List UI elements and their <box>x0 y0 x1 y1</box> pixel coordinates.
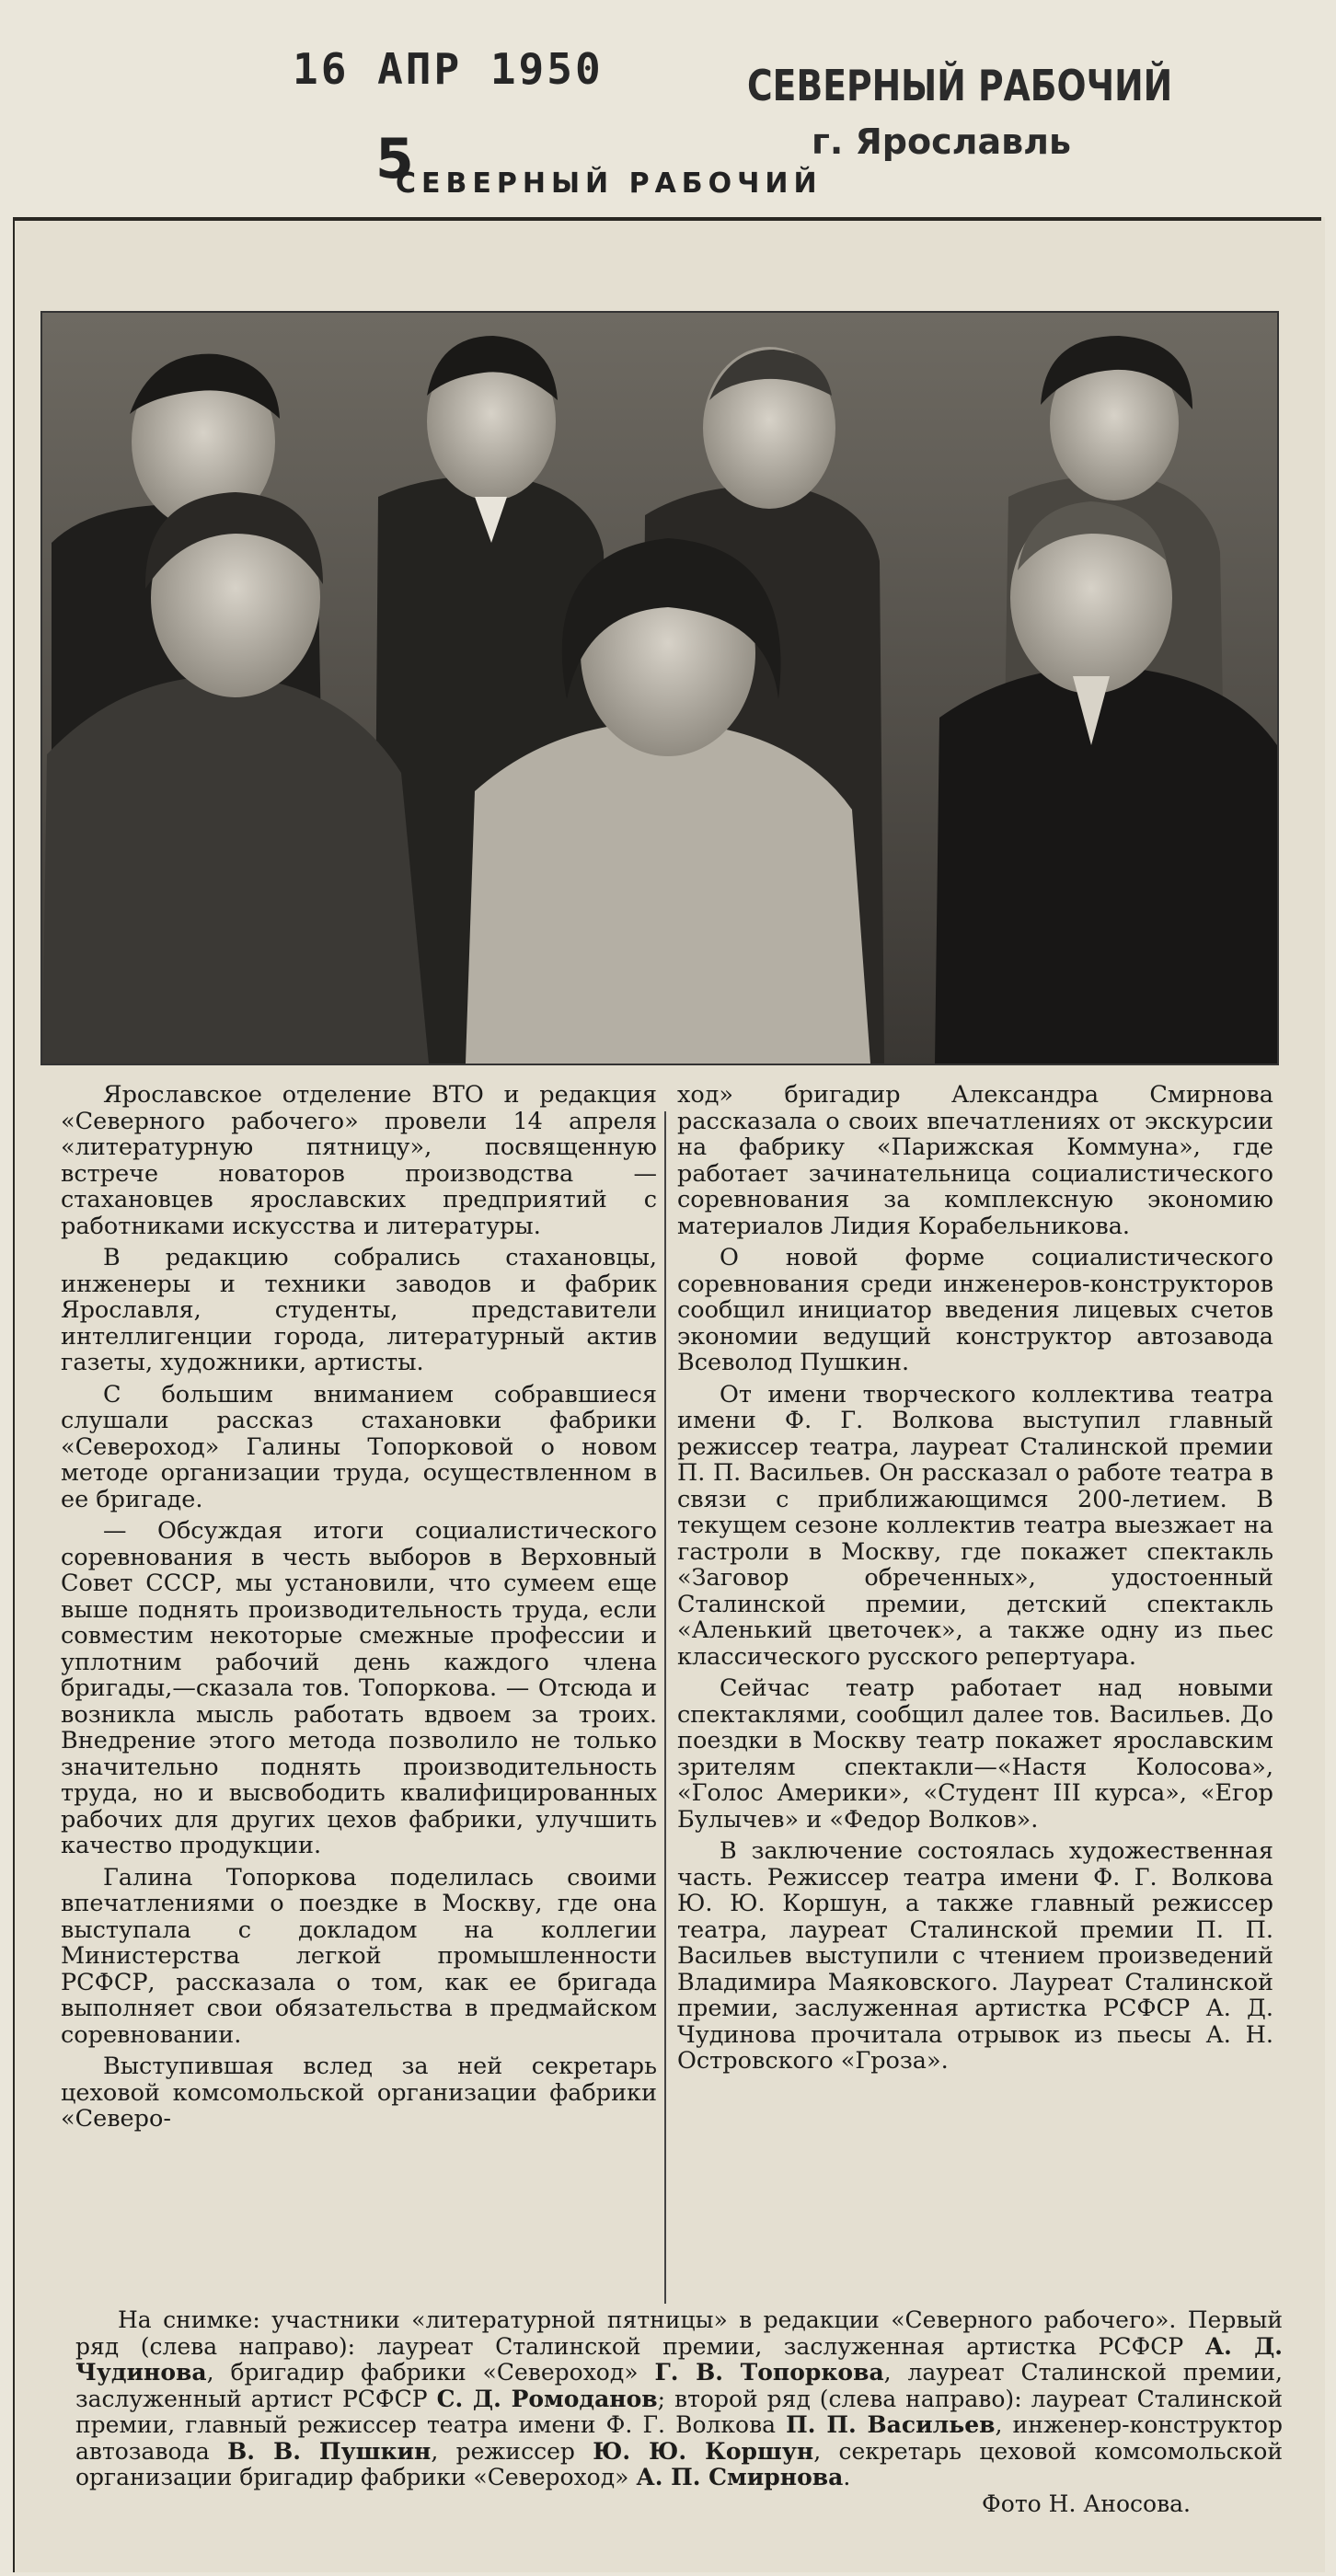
paragraph: В редакцию собрались стахановцы, инженеры и техники заводов и фабрик Ярославля, студенты, представители интеллигенции города, литературный актив газеты, художники, артисты. <box>61 1244 657 1376</box>
paragraph: О новой форме социалистического соревнования среди инженеров-конструкторов сообщил инициатор введения лицевых счетов экономии ведущий конструктор автозавода Всеволод Пушкин. <box>677 1244 1273 1376</box>
caption-name: П. П. Васильев <box>786 2411 996 2438</box>
paragraph: В заключение состоялась художественная часть. Режиссер театра имени Ф. Г. Волкова Ю. Ю. Коршун, а также главный режиссер театра, лауреат Сталинской премии П. П. Васильев выступили с чтением произведений Владимира Маяковского. Лауреат Сталинской премии, заслуженная артистка РСФСР А. Д. Чудинова прочитала отрывок из пьесы А. Н. Островского «Гроза». <box>677 1837 1273 2075</box>
caption-text: , секретарь цеховой комсомольской организации бригадир фабрики «Североход» <box>75 2437 1283 2490</box>
article-left-column <box>61 1082 657 2138</box>
group-photo <box>40 311 1279 1065</box>
caption-text: , лауреат Сталинской премии, заслуженный артист РСФСР <box>75 2359 1283 2412</box>
caption-text: . <box>843 2464 851 2490</box>
caption-name: А. Д. Чудинова <box>75 2332 1283 2386</box>
caption-name: В. В. Пушкин <box>227 2437 432 2465</box>
photo-credit: Фото Н. Аносова. <box>982 2490 1191 2517</box>
caption-text: ; второй ряд (слева направо): лауреат Сталинской премии, главный режиссер театра имени Ф. Г. Волкова <box>75 2385 1283 2438</box>
paragraph-continued: ход» бригадир Александра Смирнова рассказала о своих впечатлениях от экскурсии на фабрику «Парижская Коммуна», где работает зачинательница социалистического соревнования за комплексную экономию материалов Лидия Корабельникова. <box>677 1081 1273 1240</box>
city-stamp: г. Ярославль <box>812 121 1071 162</box>
article-right-column <box>677 1082 1273 2080</box>
newspaper-stamp: СЕВЕРНЫЙ РАБОЧИЙ <box>747 61 1173 110</box>
caption-text: На снимке: участники «литературной пятницы» в редакции «Северного рабочего». Первый ряд (слева направо): лауреат Сталинской премии, заслуженная артистка РСФСР <box>75 2306 1283 2360</box>
paragraph: С большим вниманием собравшиеся слушали рассказ стахановки фабрики «Североход» Галины Топорковой о новом методе организации труда, осуществленном в ее бригаде. <box>61 1380 657 1513</box>
paragraph: Галина Топоркова поделилась своими впечатлениями о поездке в Москву, где она выступала с докладом на коллегии Министерства легкой промышленности РСФСР, рассказала о том, как ее бригада выполняет свои обязательства в предмайском соревновании. <box>61 1863 657 2049</box>
issue-number: 5 <box>375 127 414 191</box>
date-stamp: 16 АПР 1950 <box>293 44 604 94</box>
caption-name: С. Д. Ромоданов <box>436 2385 658 2412</box>
header-rule <box>15 217 1321 221</box>
paragraph: От имени творческого коллектива театра имени Ф. Г. Волкова выступил главный режиссер театра, лауреат Сталинской премии П. П. Васильев. Он рассказал о работе театра в связи с приближающимся 200-летием. В текущем сезоне коллектив театра выезжает на гастроли в Москву, где покажет спектакль «Заговор обреченных», удостоенный Сталинской премии, детский спектакль «Аленький цветочек», а также одну из пьес классического русского репертуара. <box>677 1380 1273 1671</box>
newspaper-title: СЕВЕРНЫЙ РАБОЧИЙ <box>396 167 823 200</box>
caption-name: Ю. Ю. Коршун <box>593 2437 814 2465</box>
caption-name: А. П. Смирнова <box>636 2464 844 2490</box>
caption-text: , бригадир фабрики «Североход» <box>206 2359 655 2386</box>
caption-name: Г. В. Топоркова <box>654 2359 884 2386</box>
paragraph: Выступившая вслед за ней секретарь цеховой комсомольской организации фабрики «Северо- <box>61 2053 657 2133</box>
caption-text: , инженер-конструктор автозавода <box>75 2411 1283 2465</box>
paragraph: Сейчас театр работает над новыми спектаклями, сообщил далее тов. Васильев. До поездки в Москву театр покажет ярославским зрителям спектакли—«Настя Колосова», «Голос Америки», «Студент III курса», «Егор Булычев» и «Федор Волков». <box>677 1674 1273 1834</box>
paragraph: — Обсуждая итоги социалистического соревнования в честь выборов в Верховный Совет СССР, мы установили, что сумеем еще выше поднять производительность труда, если совместим некоторые смежные профессии и уплотним рабочий день каждого члена бригады,—сказала тов. Топоркова. — Отсюда и возникла мысль работать вдвоем за троих. Внедрение этого метода позволило не только значительно поднять производительность труда, но и высвободить квалифицированных рабочих для других цехов фабрики, улучшить качество продукции. <box>61 1517 657 1859</box>
caption-text: , режиссер <box>431 2437 593 2465</box>
paragraph: Ярославское отделение ВТО и редакция «Северного рабочего» провели 14 апреля «литературную пятницу», посвященную встрече новаторов производства — стахановцев ярославских предприятий с работниками искусства и литературы. <box>61 1081 657 1240</box>
column-divider <box>664 1111 666 2304</box>
photo-caption <box>75 2307 1283 2517</box>
